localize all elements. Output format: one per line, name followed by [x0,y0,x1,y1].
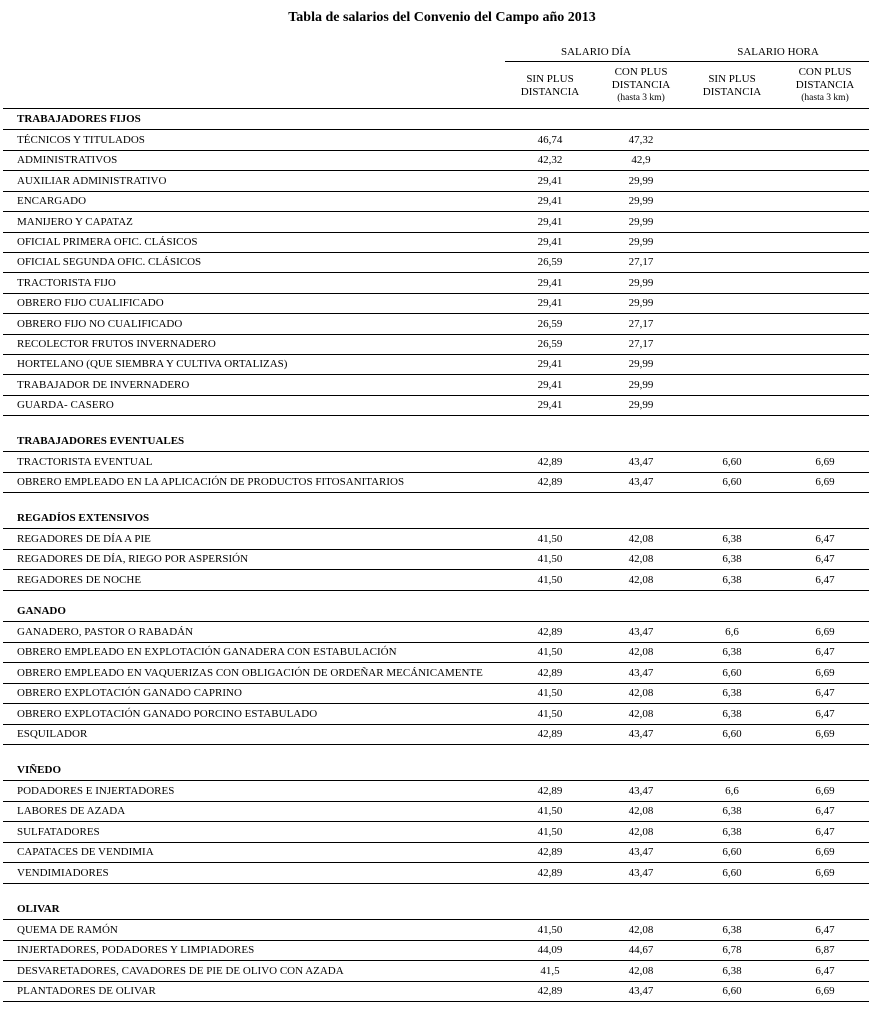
cell-hora-con-plus [780,171,870,191]
cell-hora-con-plus [780,314,870,334]
row-category-name: TRACTORISTA FIJO [17,276,116,289]
cell-hora-sin-plus [687,395,777,415]
cell-dia-con-plus: 29,99 [628,215,654,228]
cell-hora-con-plus: 6,47 [815,825,835,838]
cell-hora-sin-plus [687,212,777,232]
cell-dia-sin-plus: 42,89 [537,666,563,679]
cell-hora-sin-plus: 6,38 [722,646,742,659]
row-category-name: TÉCNICOS Y TITULADOS [17,134,145,146]
cell-hora-con-plus [780,252,870,272]
cell-hora-con-plus [780,273,870,293]
row-rule [3,492,869,493]
table-row [0,863,884,883]
cell-dia-con-plus: 29,99 [628,174,654,187]
cell-hora-con-plus [780,150,870,170]
cell-hora-con-plus [780,232,870,252]
cell-hora-con-plus [780,293,870,313]
row-category-name: TRABAJADOR DE INVERNADERO [17,378,190,391]
table-row [0,801,884,821]
cell-hora-con-plus [780,334,870,354]
cell-dia-sin-plus: 42,89 [537,846,563,859]
cell-hora-sin-plus [687,375,777,395]
cell-hora-sin-plus: 6,6 [725,785,739,797]
cell-dia-con-plus: 42,08 [628,533,654,545]
row-category-name: LABORES DE AZADA [17,805,126,818]
cell-hora-con-plus: 6,69 [815,666,835,679]
cell-dia-sin-plus: 29,41 [537,399,563,412]
cell-dia-sin-plus: 42,89 [537,985,563,998]
cell-hora-sin-plus: 6,38 [722,964,742,977]
cell-hora-sin-plus: 6,60 [722,666,742,679]
table-row [0,822,884,842]
cell-dia-con-plus: 44,67 [628,944,654,957]
cell-hora-sin-plus: 6,38 [722,707,742,720]
table-row [0,452,884,472]
row-rule [3,415,869,416]
section-title: OLIVAR [17,903,60,915]
table-row [0,191,884,211]
row-category-name: VENDIMIADORES [17,866,109,879]
table-row [0,663,884,683]
header-dia-sin-plus: SIN PLUS DISTANCIA [520,73,580,98]
cell-hora-con-plus [780,375,870,395]
cell-dia-sin-plus: 41,50 [537,646,563,659]
cell-dia-con-plus: 43,47 [628,456,654,468]
cell-dia-con-plus: 43,47 [628,626,654,638]
row-category-name: GUARDA- CASERO [17,399,114,412]
cell-dia-sin-plus: 29,41 [537,358,563,371]
table-row [0,529,884,549]
cell-hora-sin-plus [687,150,777,170]
cell-dia-con-plus: 43,47 [628,985,654,998]
row-category-name: ENCARGADO [17,195,87,208]
row-category-name: QUEMA DE RAMÓN [17,924,118,936]
cell-hora-sin-plus: 6,60 [722,456,742,468]
row-rule [3,744,869,745]
cell-hora-sin-plus: 6,78 [722,944,742,957]
cell-dia-sin-plus: 29,41 [537,215,563,228]
row-category-name: OBRERO EMPLEADO EN EXPLOTACIÓN GANADERA CON ESTABULACIÓN [17,646,397,659]
cell-hora-con-plus: 6,47 [815,924,835,936]
cell-hora-con-plus: 6,47 [815,646,835,659]
cell-hora-sin-plus [687,191,777,211]
cell-dia-con-plus: 42,08 [628,825,654,838]
table-row [0,622,884,642]
table-row [0,252,884,272]
row-category-name: SULFATADORES [17,825,100,838]
table-row [0,961,884,981]
cell-hora-con-plus: 6,69 [815,728,835,740]
cell-dia-con-plus: 27,17 [628,317,654,330]
table-row [0,150,884,170]
row-category-name: PODADORES E INJERTADORES [17,785,175,797]
cell-hora-con-plus: 6,47 [815,533,835,545]
table-row [0,375,884,395]
cell-hora-con-plus: 6,69 [815,846,835,859]
cell-dia-sin-plus: 42,89 [537,866,563,879]
row-category-name: OBRERO EMPLEADO EN LA APLICACIÓN DE PRODUCTOS FITOSANITARIOS [17,476,405,489]
section-title: VIÑEDO [17,764,62,776]
cell-hora-con-plus: 6,47 [815,553,835,566]
cell-dia-sin-plus: 41,5 [540,964,560,977]
cell-dia-sin-plus: 41,50 [537,805,563,818]
row-rule [3,1001,869,1002]
cell-dia-sin-plus: 42,89 [537,728,563,740]
cell-dia-sin-plus: 29,41 [537,297,563,310]
cell-hora-con-plus: 6,69 [815,985,835,998]
cell-dia-sin-plus: 29,41 [537,195,563,208]
cell-hora-con-plus: 6,69 [815,785,835,797]
section-title: TRABAJADORES EVENTUALES [17,435,185,447]
table-row [0,130,884,150]
cell-hora-sin-plus [687,252,777,272]
table-row [0,642,884,662]
table-row [0,570,884,590]
cell-hora-sin-plus [687,314,777,334]
cell-dia-con-plus: 43,47 [628,476,654,489]
row-category-name: INJERTADORES, PODADORES Y LIMPIADORES [17,944,255,957]
page-title: Tabla de salarios del Convenio del Campo año 2013 [288,10,596,25]
row-category-name: RECOLECTOR FRUTOS INVERNADERO [17,338,216,350]
cell-hora-con-plus: 6,69 [815,626,835,638]
cell-dia-con-plus: 43,47 [628,785,654,797]
row-category-name: PLANTADORES DE OLIVAR [17,985,156,998]
cell-hora-con-plus [780,130,870,150]
cell-hora-sin-plus: 6,60 [722,846,742,859]
cell-dia-sin-plus: 41,50 [537,553,563,566]
row-category-name: OBRERO EXPLOTACIÓN GANADO CAPRINO [17,687,242,700]
cell-hora-sin-plus: 6,38 [722,924,742,936]
row-category-name: OBRERO EXPLOTACIÓN GANADO PORCINO ESTABULADO [17,707,318,720]
table-row [0,293,884,313]
row-category-name: MANIJERO Y CAPATAZ [17,215,133,228]
cell-dia-sin-plus: 42,89 [537,626,563,638]
cell-dia-sin-plus: 46,74 [537,134,563,146]
table-row [0,472,884,492]
cell-hora-sin-plus: 6,38 [722,553,742,566]
cell-dia-con-plus: 42,08 [628,553,654,566]
section-title: GANADO [17,605,66,617]
cell-dia-sin-plus: 41,50 [537,707,563,720]
table-row [0,940,884,960]
table-row [0,232,884,252]
cell-dia-sin-plus: 29,41 [537,236,563,248]
cell-hora-sin-plus [687,354,777,374]
cell-hora-sin-plus: 6,38 [722,687,742,700]
cell-hora-con-plus [780,191,870,211]
cell-dia-sin-plus: 41,50 [537,924,563,936]
cell-hora-sin-plus [687,334,777,354]
row-category-name: REGADORES DE NOCHE [17,573,142,586]
cell-dia-con-plus: 29,99 [628,297,654,310]
cell-dia-con-plus: 29,99 [628,358,654,371]
header-salario-dia: SALARIO DÍA [561,46,631,58]
cell-dia-con-plus: 29,99 [628,276,654,289]
cell-dia-con-plus: 42,08 [628,646,654,659]
row-category-name: ADMINISTRATIVOS [17,154,118,167]
row-rule [3,590,869,591]
cell-dia-con-plus: 29,99 [628,378,654,391]
table-row [0,334,884,354]
table-row [0,842,884,862]
table-row [0,724,884,744]
cell-hora-sin-plus [687,232,777,252]
cell-dia-con-plus: 27,17 [628,256,654,269]
cell-dia-sin-plus: 29,41 [537,174,563,187]
cell-hora-con-plus: 6,47 [815,573,835,586]
cell-dia-con-plus: 29,99 [628,195,654,208]
cell-hora-con-plus: 6,69 [815,476,835,489]
table-row [0,920,884,940]
cell-hora-con-plus: 6,47 [815,707,835,720]
cell-dia-con-plus: 27,17 [628,338,654,350]
row-category-name: GANADERO, PASTOR O RABADÁN [17,626,194,638]
cell-hora-sin-plus: 6,38 [722,533,742,545]
row-category-name: AUXILIAR ADMINISTRATIVO [17,174,167,187]
cell-dia-sin-plus: 26,59 [537,256,563,269]
cell-dia-sin-plus: 42,89 [537,785,563,797]
row-category-name: OBRERO FIJO CUALIFICADO [17,297,164,310]
header-salario-hora: SALARIO HORA [737,46,819,58]
header-dia-con-plus: CON PLUS DISTANCIA (hasta 3 km) [611,66,671,103]
table-row [0,981,884,1001]
header-hora-sin-plus: SIN PLUS DISTANCIA [702,73,762,98]
table-row [0,212,884,232]
cell-hora-sin-plus [687,293,777,313]
cell-hora-con-plus: 6,47 [815,964,835,977]
row-category-name: ESQUILADOR [17,728,88,740]
cell-hora-sin-plus [687,273,777,293]
cell-hora-con-plus: 6,69 [815,866,835,879]
row-category-name: CAPATACES DE VENDIMIA [17,846,154,859]
cell-dia-con-plus: 42,08 [628,707,654,720]
cell-dia-con-plus: 29,99 [628,399,654,412]
section-title: TRABAJADORES FIJOS [17,113,141,125]
cell-hora-sin-plus [687,171,777,191]
cell-dia-con-plus: 42,08 [628,687,654,700]
cell-dia-con-plus: 43,47 [628,728,654,740]
table-row [0,704,884,724]
cell-dia-con-plus: 43,47 [628,666,654,679]
cell-hora-con-plus [780,395,870,415]
header-group-rule [505,61,869,62]
cell-dia-sin-plus: 26,59 [537,338,563,350]
cell-hora-sin-plus: 6,60 [722,985,742,998]
cell-dia-con-plus: 43,47 [628,866,654,879]
header-hora-con-plus: CON PLUS DISTANCIA (hasta 3 km) [795,66,855,103]
table-row [0,395,884,415]
section-title: REGADÍOS EXTENSIVOS [17,512,150,524]
row-category-name: TRACTORISTA EVENTUAL [17,456,153,468]
row-category-name: HORTELANO (QUE SIEMBRA Y CULTIVA ORTALIZAS) [17,358,288,371]
table-row [0,781,884,801]
cell-hora-con-plus: 6,47 [815,805,835,818]
row-category-name: OFICIAL PRIMERA OFIC. CLÁSICOS [17,236,198,248]
table-row [0,273,884,293]
cell-hora-sin-plus: 6,38 [722,805,742,818]
cell-dia-con-plus: 43,47 [628,846,654,859]
cell-dia-sin-plus: 29,41 [537,276,563,289]
cell-dia-con-plus: 47,32 [628,134,654,146]
cell-dia-sin-plus: 41,50 [537,825,563,838]
row-category-name: DESVARETADORES, CAVADORES DE PIE DE OLIVO CON AZADA [17,964,344,977]
table-row [0,549,884,569]
cell-dia-sin-plus: 41,50 [537,533,563,545]
cell-dia-con-plus: 29,99 [628,236,654,248]
table-row [0,171,884,191]
cell-hora-con-plus [780,354,870,374]
cell-hora-sin-plus: 6,6 [725,626,739,638]
row-category-name: OBRERO FIJO NO CUALIFICADO [17,317,183,330]
cell-dia-con-plus: 42,08 [628,964,654,977]
header-bottom-rule [3,108,869,109]
cell-dia-sin-plus: 41,50 [537,687,563,700]
row-category-name: OBRERO EMPLEADO EN VAQUERIZAS CON OBLIGACIÓN DE ORDEÑAR MECÁNICAMENTE [17,666,483,679]
table-row [0,354,884,374]
row-category-name: REGADORES DE DÍA A PIE [17,533,151,545]
cell-dia-sin-plus: 44,09 [537,944,563,957]
cell-dia-con-plus: 42,9 [631,154,651,167]
row-category-name: REGADORES DE DÍA, RIEGO POR ASPERSIÓN [17,553,249,566]
row-rule [3,883,869,884]
cell-dia-sin-plus: 26,59 [537,317,563,330]
cell-dia-sin-plus: 42,89 [537,456,563,468]
cell-hora-sin-plus: 6,60 [722,866,742,879]
cell-dia-con-plus: 42,08 [628,805,654,818]
cell-dia-sin-plus: 42,32 [537,154,563,167]
cell-hora-con-plus [780,212,870,232]
cell-hora-con-plus: 6,69 [815,456,835,468]
cell-hora-sin-plus [687,130,777,150]
cell-hora-sin-plus: 6,38 [722,825,742,838]
cell-hora-sin-plus: 6,60 [722,728,742,740]
cell-dia-sin-plus: 41,50 [537,573,563,586]
row-category-name: OFICIAL SEGUNDA OFIC. CLÁSICOS [17,256,202,269]
cell-hora-sin-plus: 6,60 [722,476,742,489]
cell-hora-sin-plus: 6,38 [722,573,742,586]
table-row [0,683,884,703]
cell-dia-con-plus: 42,08 [628,924,654,936]
cell-hora-con-plus: 6,87 [815,944,835,957]
table-row [0,314,884,334]
cell-dia-sin-plus: 42,89 [537,476,563,489]
cell-hora-con-plus: 6,47 [815,687,835,700]
cell-dia-sin-plus: 29,41 [537,378,563,391]
cell-dia-con-plus: 42,08 [628,573,654,586]
